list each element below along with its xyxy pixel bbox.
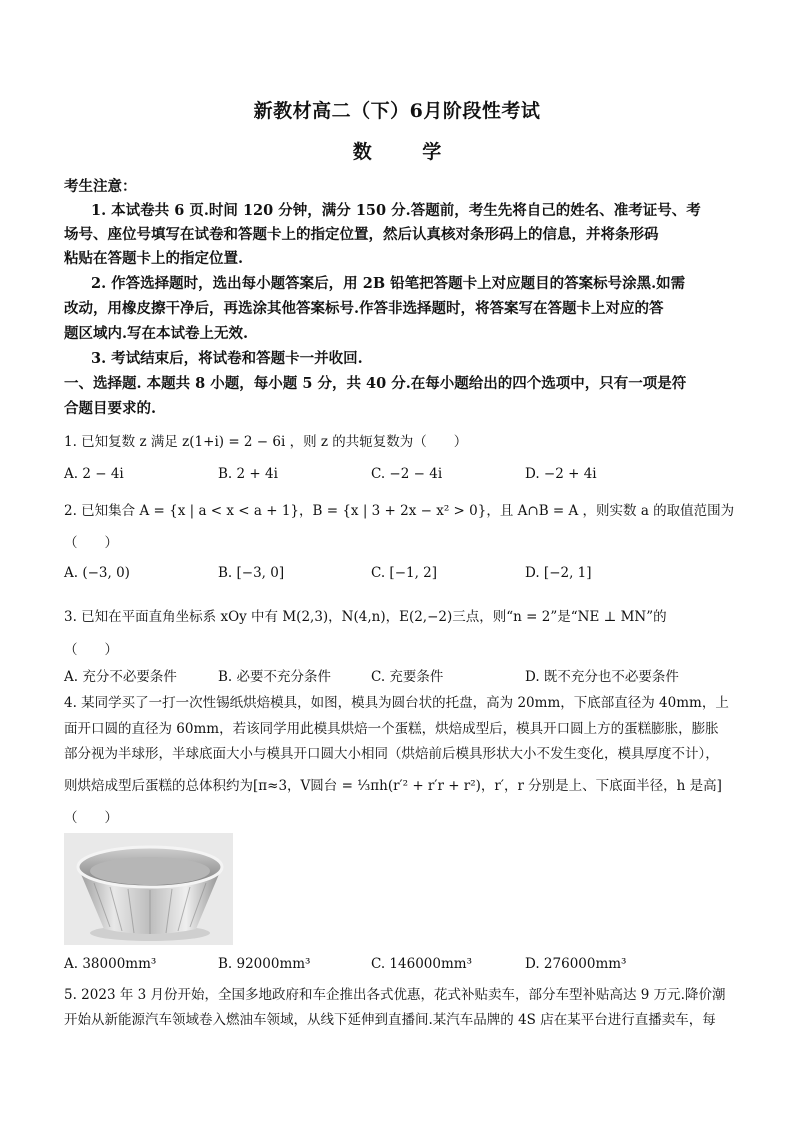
question-4-option-c: C. 146000mm³ [371, 956, 472, 972]
question-2-option-c: C. [−1, 2] [371, 565, 438, 581]
notice-item-2: 2. 作答选择题时，选出每小题答案后，用 2B 铅笔把答题卡上对应题目的答案标号涂黑.如需 [91, 275, 686, 292]
notice-item-2-cont: 题区域内.写在本试卷上无效. [64, 325, 249, 342]
question-2-option-a: A. (−3, 0) [64, 565, 130, 581]
notice-item-2-cont: 改动，用橡皮擦干净后，再选涂其他答案标号.作答非选择题时，将答案写在答题卡上对应的答 [64, 300, 664, 317]
question-4-option-b: B. 92000mm³ [218, 956, 311, 972]
question-1-option-c: C. −2 − 4i [371, 466, 443, 482]
subject-title: 数 学 [352, 141, 464, 163]
question-2-stem: 2. 已知集合 A = {x | a < x < a + 1}，B = {x | 3 + 2x − x² > 0}，且 A∩B = A ，则实数 a 的取值范围为 [64, 503, 735, 519]
question-4-option-a: A. 38000mm³ [64, 956, 157, 972]
question-1-option-a: A. 2 − 4i [64, 466, 124, 482]
notice-item-1: 1. 本试卷共 6 页.时间 120 分钟，满分 150 分.答题前，考生先将自己的姓名、准考证号、考 [91, 202, 701, 219]
question-4-stem: 4. 某同学买了一打一次性锡纸烘焙模具，如图，模具为圆台状的托盘，高为 20mm，下底部直径为 40mm，上 [64, 695, 729, 711]
question-4-paren: （ ） [64, 810, 118, 826]
question-5-stem: 5. 2023 年 3 月份开始，全国多地政府和车企推出各式优惠，花式补贴卖车，部分车型补贴高达 9 万元.降价潮 [64, 987, 726, 1003]
question-3-option-a: A. 充分不必要条件 [64, 669, 177, 685]
question-2-option-d: D. [−2, 1] [525, 565, 592, 581]
question-3-option-b: B. 必要不充分条件 [218, 669, 332, 685]
question-1-option-b: B. 2 + 4i [218, 466, 278, 482]
exam-title: 新教材高二（下）6月阶段性考试 [253, 100, 541, 122]
section-heading-cont: 合题目要求的. [64, 400, 157, 417]
notice-item-3: 3. 考试结束后，将试卷和答题卡一并收回. [91, 350, 363, 367]
question-4-option-d: D. 276000mm³ [525, 956, 627, 972]
question-2-paren: （ ） [64, 535, 118, 551]
question-3-stem: 3. 已知在平面直角坐标系 xOy 中有 M(2,3)，N(4,n)，E(2,−2)三点，则“n = 2”是“NE ⊥ MN”的 [64, 609, 667, 625]
question-1-stem: 1. 已知复数 z 满足 z(1+i) = 2 − 6i ，则 z 的共轭复数为（ ） [64, 434, 468, 450]
question-1-option-d: D. −2 + 4i [525, 466, 597, 482]
question-3-option-d: D. 既不充分也不必要条件 [525, 669, 679, 685]
question-4-stem-cont: 部分视为半球形，半球底面大小与模具开口圆大小相同（烘焙前后模具形状大小不发生变化，模具厚度不计）， [64, 746, 719, 762]
notice-heading: 考生注意： [64, 178, 137, 195]
notice-item-1-cont: 粘贴在答题卡上的指定位置. [64, 250, 244, 267]
notice-item-1-cont: 场号、座位号填写在试卷和答题卡上的指定位置，然后认真核对条形码上的信息，并将条形码 [64, 226, 659, 243]
question-4-formula-line: 则烘焙成型后蛋糕的总体积约为[π≈3，V圆台 = ⅓πh(r′² + r′r + r²)，r′，r 分别是上、下底面半径，h 是高] [64, 778, 722, 794]
question-5-stem-cont: 开始从新能源汽车领域卷入燃油车领域，从线下延伸到直播间.某汽车品牌的 4S 店在某平台进行直播卖车，每 [64, 1012, 716, 1028]
question-4-stem-cont: 面开口圆的直径为 60mm，若该同学用此模具烘焙一个蛋糕，烘焙成型后，模具开口圆上方的蛋糕膨胀，膨胀 [64, 721, 719, 737]
question-3-option-c: C. 充要条件 [371, 669, 444, 685]
baking-mold-illustration [64, 833, 233, 945]
baking-mold-photo [64, 833, 233, 945]
question-2-option-b: B. [−3, 0] [218, 565, 285, 581]
question-3-paren: （ ） [64, 642, 118, 658]
section-heading: 一、选择题. 本题共 8 小题，每小题 5 分，共 40 分.在每小题给出的四个选项中，只有一项是符 [64, 375, 687, 392]
